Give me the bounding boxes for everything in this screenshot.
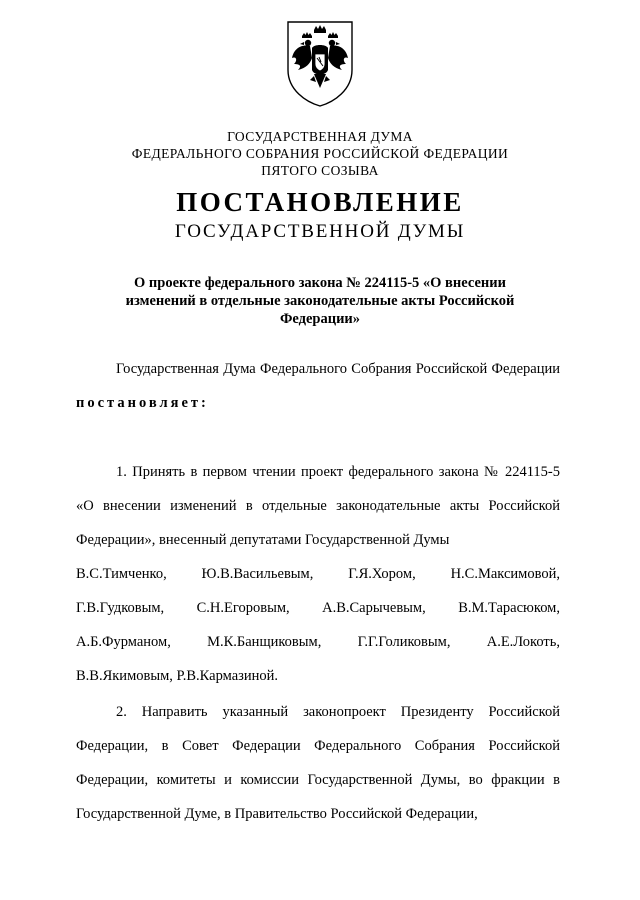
deputies-row-last: В.В.Якимовым, Р.В.Кармазиной. — [76, 668, 279, 684]
preamble-text: Государственная Дума Федерального Собрания Российской Федерации — [116, 361, 560, 377]
deputy-name: Г.Г.Голиковым, — [357, 634, 451, 650]
deputy-name: В.С.Тимченко, — [76, 566, 167, 582]
deputy-name: Г.В.Гудковым, — [76, 600, 165, 616]
deputy-name: А.Е.Локоть, — [486, 634, 560, 650]
state-emblem-icon — [284, 18, 356, 108]
deputy-name: А.Б.Фурманом, — [76, 634, 171, 650]
resolves-word: постановляет: — [76, 395, 209, 411]
deputy-name: М.К.Банщиковым, — [207, 634, 322, 650]
deputy-name: Ю.В.Васильевым, — [201, 566, 314, 582]
deputies-row-1 — [76, 557, 560, 591]
deputy-name: В.М.Тарасюком, — [458, 600, 560, 616]
deputy-name: А.В.Сарычевым, — [322, 600, 426, 616]
header-line-assembly: ФЕДЕРАЛЬНОГО СОБРАНИЯ РОССИЙСКОЙ ФЕДЕРАЦИИ — [131, 146, 509, 161]
item-1-paragraph — [76, 455, 560, 693]
preamble-paragraph — [76, 352, 560, 420]
subject-line-2: изменений в отдельные законодательные акты Российской — [125, 293, 515, 309]
decree-subject — [90, 274, 550, 328]
item-2-paragraph — [76, 695, 560, 831]
deputy-name: С.Н.Егоровым, — [196, 600, 290, 616]
deputies-row-2 — [76, 591, 560, 625]
header-line-duma: ГОСУДАРСТВЕННАЯ ДУМА — [227, 129, 413, 144]
subject-line-3: Федерации» — [279, 311, 361, 327]
item-2-text: 2. Направить указанный законопроект Президенту Российской Федерации, в Совет Федерации Федерального Собрания Российской Федерации, комитеты и комиссии Государственной Думы, во фракции в Государственной Думе, в Правительство Российской Федерации, — [76, 704, 560, 822]
deputy-name: Н.С.Максимовой, — [450, 566, 560, 582]
item-1-text: 1. Принять в первом чтении проект федерального закона № 224115-5 «О внесении изменений в отдельные законодательные акты Российской Федерации», внесенный депутатами Государственной Думы — [76, 464, 560, 548]
deputies-row-3 — [76, 625, 560, 659]
document-subtitle: ГОСУДАРСТВЕННОЙ ДУМЫ — [174, 221, 466, 242]
subject-line-1: О проекте федерального закона № 224115-5 «О внесении — [134, 275, 506, 291]
document-title: ПОСТАНОВЛЕНИЕ — [176, 187, 464, 217]
header-line-convocation: ПЯТОГО СОЗЫВА — [261, 163, 379, 178]
deputy-name: Г.Я.Хором, — [348, 566, 416, 582]
